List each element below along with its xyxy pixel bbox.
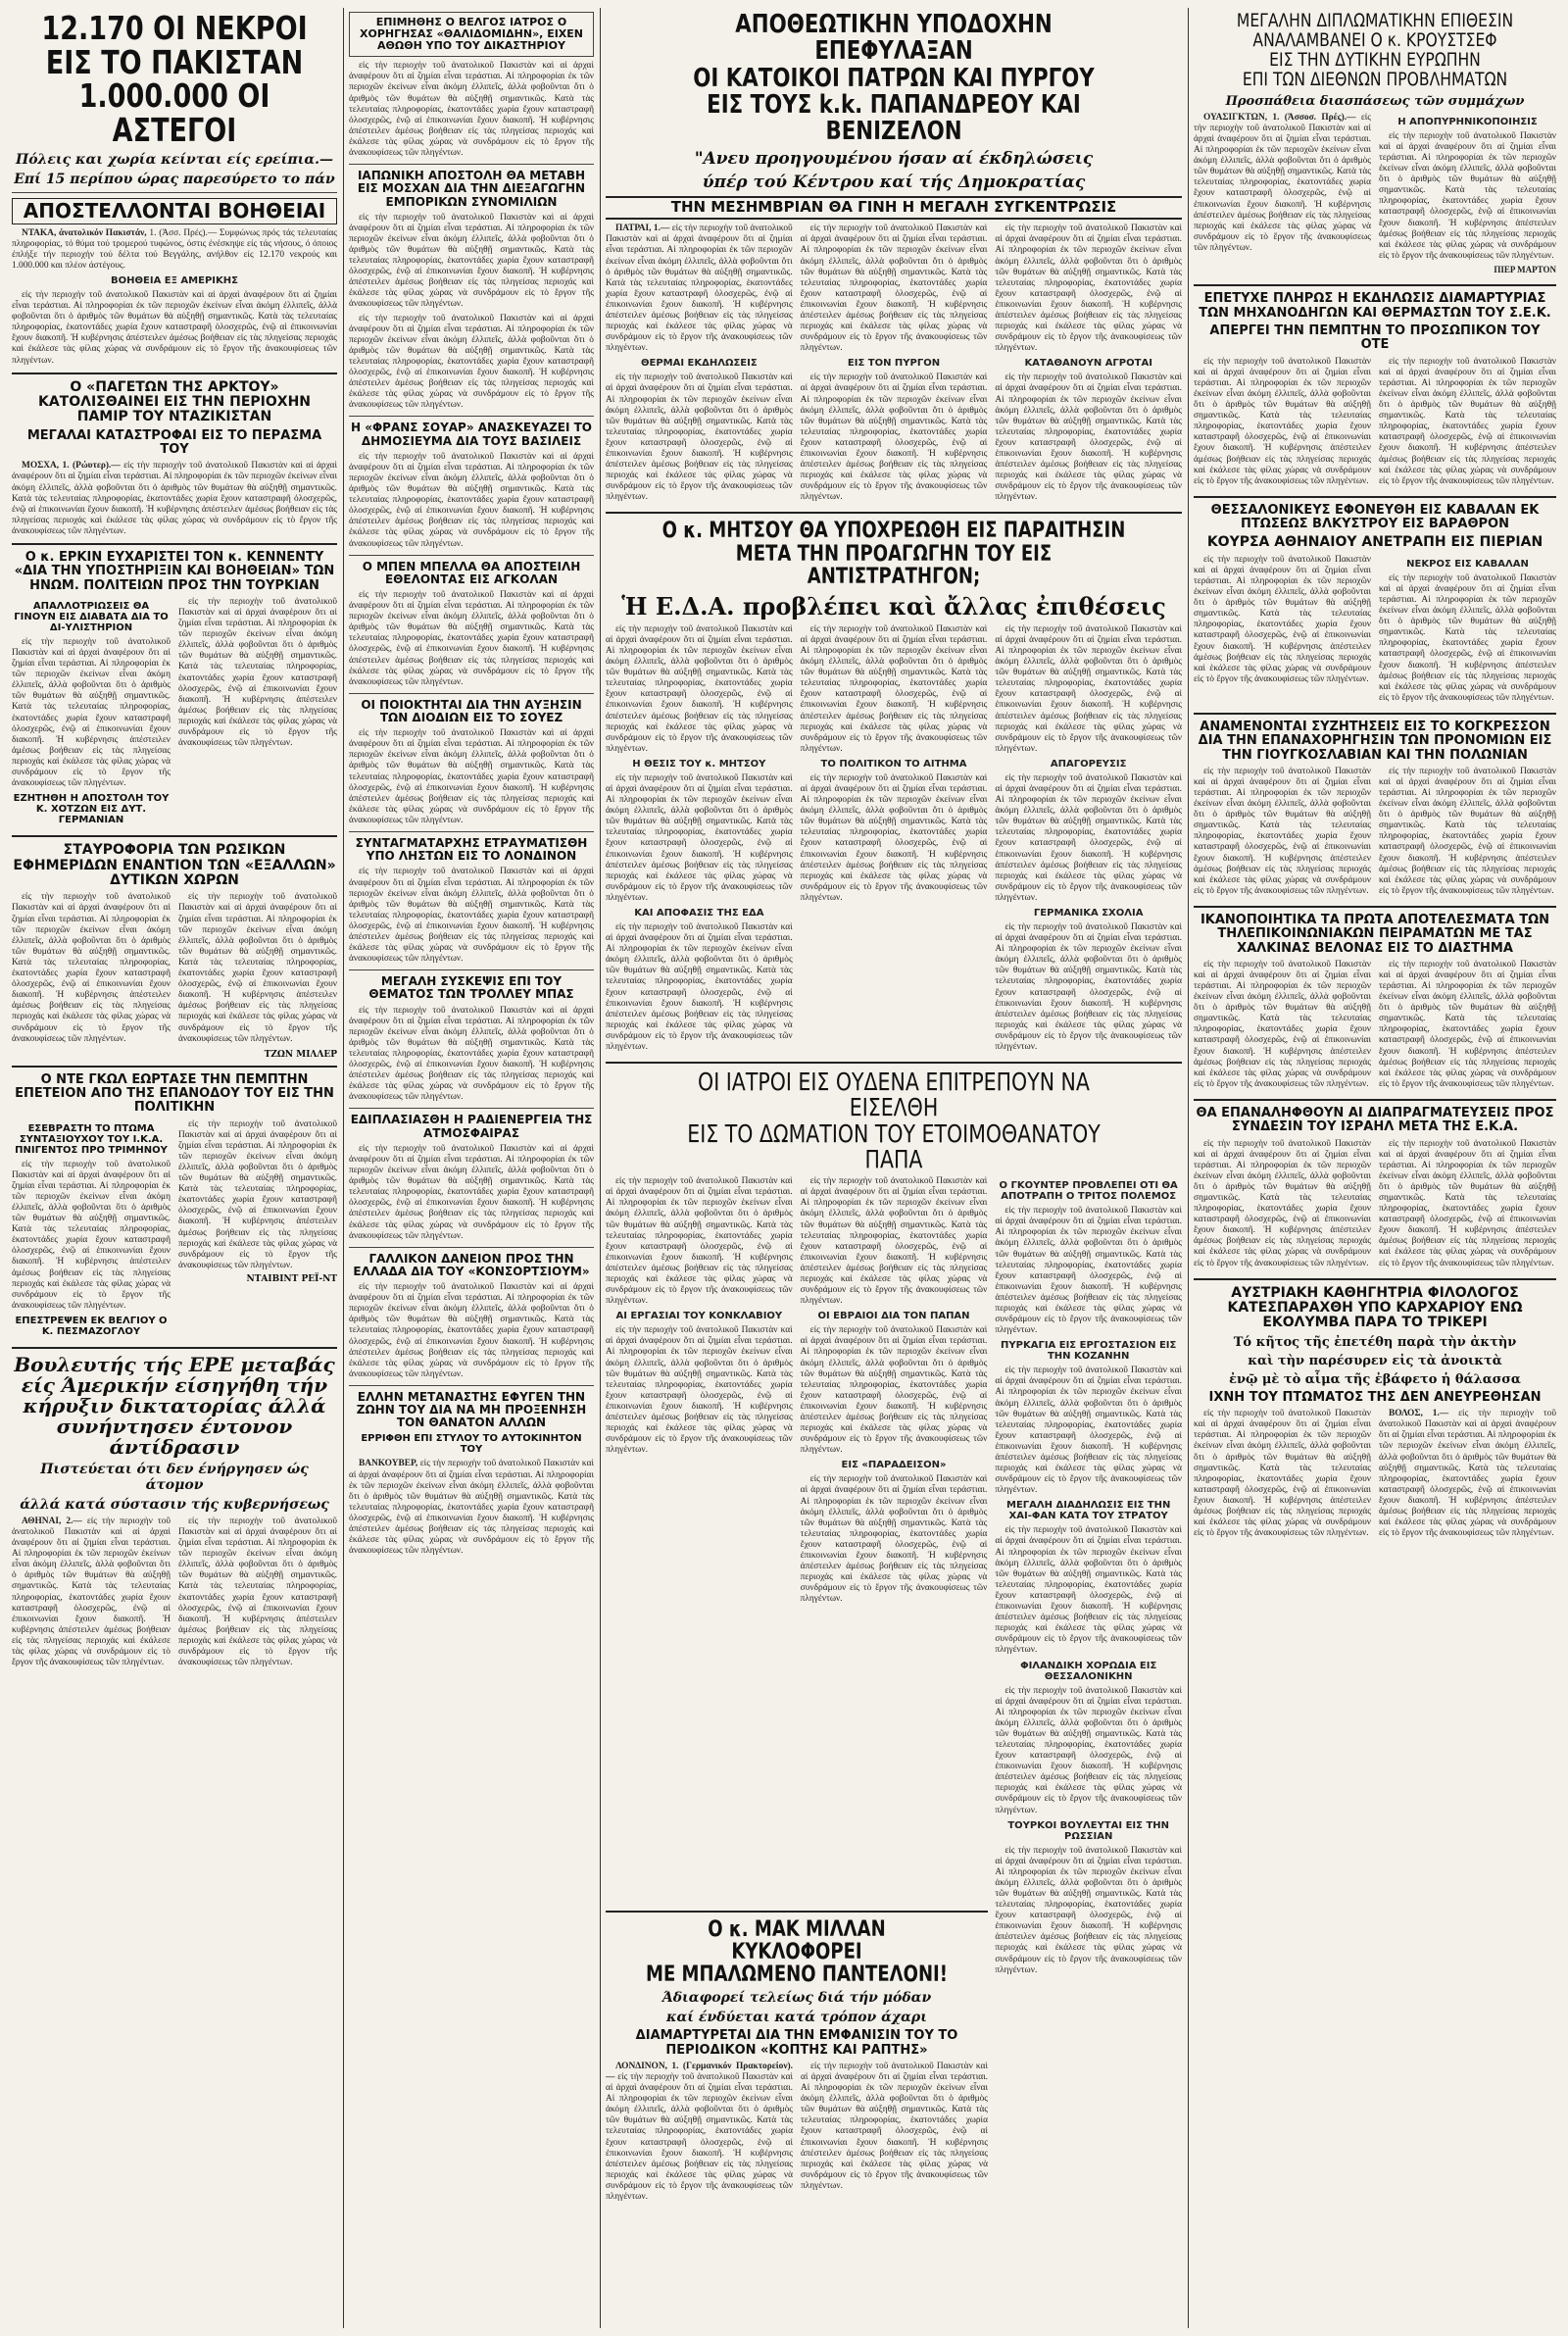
story-headline: ΜΕΓΑΛΗ ΣΥΣΚΕΨΙΣ ΕΠΙ ΤΟΥ ΘΕΜΑΤΟΣ ΤΩΝ ΤΡΟΛΛΕΥ ΜΠΑΣ	[368, 974, 574, 1002]
headline-line-3: 1.000.000 ΟΙ ΑΣΤΕΓΟΙ	[78, 76, 270, 149]
story-text: εἰς τὴν περιοχὴν τοῦ ἀνατολικοῦ Πακιστὰν καὶ αἱ ἀρχαὶ ἀναφέρουν ὅτι αἱ ζημίαι εἶναι τεράστιαι. Αἱ πληροφορίαι ἐκ τῶν περιοχῶν ἐκείνων εἶναι ἀκόμη ἐλλιπεῖς, ἀλλὰ φοβοῦνται ὅτι ὁ ἀριθμὸς τῶν θυμάτων θὰ αὐξηθῇ σημαντικῶς. Κατὰ τὰς τελευταίας πληροφορίας, ἑκατοντάδες χωρία ἔχουν καταστραφῆ ὁλοσχερῶς, ἐνῷ αἱ ἐπικοινωνίαι ἔχουν διακοπῆ. Ἡ κυβέρνησις ἀπέστειλεν ἀμέσως βοήθειαν εἰς τὰς πληγείσας περιοχάς καὶ ἐκάλεσε τὰς φίλας χώρας νὰ συνδράμουν εἰς τὸ ἔργον τῆς ἀνακουφίσεως τῶν πληγέντων.	[12, 1516, 172, 1668]
story-headline: ΙΑΠΩΝΙΚΗ ΑΠΟΣΤΟΛΗ ΘΑ ΜΕΤΑΒΗ ΕΙΣ ΜΟΣΧΑΝ ΔΙΑ ΤΗΝ ΔΙΕΞΑΓΩΓΗΝ ΕΜΠΟΡΙΚΩΝ ΣΥΝΟΜΙΛΙΩΝ	[357, 169, 586, 209]
main-headline	[658, 12, 1130, 145]
story-text: εἰς τὴν περιοχὴν τοῦ ἀνατολικοῦ Πακιστὰν καὶ αἱ ἀρχαὶ ἀναφέρουν ὅτι αἱ ζημίαι εἶναι τεράστιαι. Αἱ πληροφορίαι ἐκ τῶν περιοχῶν ἐκείνων εἶναι ἀκόμη ἐλλιπεῖς, ἀλλὰ φοβοῦνται ὅτι ὁ ἀριθμὸς τῶν θυμάτων θὰ αὐξηθῇ σημαντικῶς. Κατὰ τὰς τελευταίας πληροφορίας, ἑκατοντάδες χωρία ἔχουν καταστραφῆ ὁλοσχερῶς, ἐνῷ αἱ ἐπικοινωνίαι ἔχουν διακοπῆ. Ἡ κυβέρνησις ἀπέστειλεν ἀμέσως βοήθειαν εἰς τὰς πληγείσας περιοχάς καὶ ἐκάλεσε τὰς φίλας χώρας νὰ συνδράμουν εἰς τὸ ἔργον τῆς ἀνακουφίσεως τῶν πληγέντων.	[349, 1282, 594, 1379]
story-text: εἰς τὴν περιοχὴν τοῦ ἀνατολικοῦ Πακιστὰν καὶ αἱ ἀρχαὶ ἀναφέρουν ὅτι αἱ ζημίαι εἶναι τεράστιαι. Αἱ πληροφορίαι ἐκ τῶν περιοχῶν ἐκείνων εἶναι ἀκόμη ἐλλιπεῖς, ἀλλὰ φοβοῦνται ὅτι ὁ ἀριθμὸς τῶν θυμάτων θὰ αὐξηθῇ σημαντικῶς. Κατὰ τὰς τελευταίας πληροφορίας, ἑκατοντάδες χωρία ἔχουν καταστραφῆ ὁλοσχερῶς, ἐνῷ αἱ ἐπικοινωνίαι ἔχουν διακοπῆ. Ἡ κυβέρνησις ἀπέστειλεν ἀμέσως βοήθειαν εἰς τὰς πληγείσας περιοχάς καὶ ἐκάλεσε τὰς φίλας χώρας νὰ συνδράμουν εἰς τὸ ἔργον τῆς ἀνακουφίσεως τῶν πληγέντων.	[995, 922, 1182, 1053]
story-text: εἰς τὴν περιοχὴν τοῦ ἀνατολικοῦ Πακιστὰν καὶ αἱ ἀρχαὶ ἀναφέρουν ὅτι αἱ ζημίαι εἶναι τεράστιαι. Αἱ πληροφορίαι ἐκ τῶν περιοχῶν ἐκείνων εἶναι ἀκόμη ἐλλιπεῖς, ἀλλὰ φοβοῦνται ὅτι ὁ ἀριθμὸς τῶν θυμάτων θὰ αὐξηθῇ σημαντικῶς. Κατὰ τὰς τελευταίας πληροφορίας, ἑκατοντάδες χωρία ἔχουν καταστραφῆ ὁλοσχερῶς, ἐνῷ αἱ ἐπικοινωνίαι ἔχουν διακοπῆ. Ἡ κυβέρνησις ἀπέστειλεν ἀμέσως βοήθειαν εἰς τὰς πληγείσας περιοχάς καὶ ἐκάλεσε τὰς φίλας χώρας νὰ συνδράμουν εἰς τὸ ἔργον τῆς ἀνακουφίσεως τῶν πληγέντων.	[606, 1176, 793, 1307]
subheadline: καὶ τὴν παρέσυρεν εἰς τὰ ἀνοικτὰ	[1248, 1353, 1502, 1368]
kicker: ΔΙΑΜΑΡΤΥΡΕΤΑΙ ΔΙΑ ΤΗΝ ΕΜΦΑΝΙΣΙΝ ΤΟΥ ΤΟ ΠΕΡΙΟΔΙΚΟΝ «ΚΟΠΤΗΣ ΚΑΙ ΡΑΠΤΗΣ»	[635, 2028, 958, 2058]
story-text: εἰς τὴν περιοχὴν τοῦ ἀνατολικοῦ Πακιστὰν καὶ αἱ ἀρχαὶ ἀναφέρουν ὅτι αἱ ζημίαι εἶναι τεράστιαι. Αἱ πληροφορίαι ἐκ τῶν περιοχῶν ἐκείνων εἶναι ἀκόμη ἐλλιπεῖς, ἀλλὰ φοβοῦνται ὅτι ὁ ἀριθμὸς τῶν θυμάτων θὰ αὐξηθῇ σημαντικῶς. Κατὰ τὰς τελευταίας πληροφορίας, ἑκατοντάδες χωρία ἔχουν καταστραφῆ ὁλοσχερῶς, ἐνῷ αἱ ἐπικοινωνίαι ἔχουν διακοπῆ. Ἡ κυβέρνησις ἀπέστειλεν ἀμέσως βοήθειαν εἰς τὰς πληγείσας περιοχάς καὶ ἐκάλεσε τὰς φίλας χώρας νὰ συνδράμουν εἰς τὸ ἔργον τῆς ἀνακουφίσεως τῶν πληγέντων.	[606, 772, 793, 903]
story-text: εἰς τὴν περιοχὴν τοῦ ἀνατολικοῦ Πακιστὰν καὶ αἱ ἀρχαὶ ἀναφέρουν ὅτι αἱ ζημίαι εἶναι τεράστιαι. Αἱ πληροφορίαι ἐκ τῶν περιοχῶν ἐκείνων εἶναι ἀκόμη ἐλλιπεῖς, ἀλλὰ φοβοῦνται ὅτι ὁ ἀριθμὸς τῶν θυμάτων θὰ αὐξηθῇ σημαντικῶς. Κατὰ τὰς τελευταίας πληροφορίας, ἑκατοντάδες χωρία ἔχουν καταστραφῆ ὁλοσχερῶς, ἐνῷ αἱ ἐπικοινωνίαι ἔχουν διακοπῆ. Ἡ κυβέρνησις ἀπέστειλεν ἀμέσως βοήθειαν εἰς τὰς πληγείσας περιοχάς καὶ ἐκάλεσε τὰς φίλας χώρας νὰ συνδράμουν εἰς τὸ ἔργον τῆς ἀνακουφίσεως τῶν πληγέντων.	[178, 892, 337, 1044]
column-3	[606, 8, 1182, 2328]
headline-line-4: ΕΠΙ ΤΩΝ ΔΙΕΘΝΩΝ ΠΡΟΒΛΗΜΑΤΩΝ	[1242, 68, 1508, 90]
kicker: ΙΧΝΗ ΤΟΥ ΠΤΩΜΑΤΟΣ ΤΗΣ ΔΕΝ ΑΝΕΥΡΕΘΗΣΑΝ	[1208, 1389, 1542, 1405]
side-heading: ΠΥΡΚΑΓΙΑ ΕΙΣ ΕΡΓΟΣΤΑΣΙΟΝ ΕΙΣ ΤΗΝ ΚΟΖΑΝΗΝ	[1001, 1340, 1177, 1363]
story-text: εἰς τὴν περιοχὴν τοῦ ἀνατολικοῦ Πακιστὰν καὶ αἱ ἀρχαὶ ἀναφέρουν ὅτι αἱ ζημίαι εἶναι τεράστιαι. Αἱ πληροφορίαι ἐκ τῶν περιοχῶν ἐκείνων εἶναι ἀκόμη ἐλλιπεῖς, ἀλλὰ φοβοῦνται ὅτι ὁ ἀριθμὸς τῶν θυμάτων θὰ αὐξηθῇ σημαντικῶς. Κατὰ τὰς τελευταίας πληροφορίας, ἑκατοντάδες χωρία ἔχουν καταστραφῆ ὁλοσχερῶς, ἐνῷ αἱ ἐπικοινωνίαι ἔχουν διακοπῆ. Ἡ κυβέρνησις ἀπέστειλεν ἀμέσως βοήθειαν εἰς τὰς πληγείσας περιοχάς καὶ ἐκάλεσε τὰς φίλας χώρας νὰ συνδράμουν εἰς τὸ ἔργον τῆς ἀνακουφίσεως τῶν πληγέντων.	[178, 596, 337, 749]
story-headline: Ο κ. ΕΡΚΙΝ ΕΥΧΑΡΙΣΤΕΙ ΤΟΝ κ. ΚΕΝΝΕΝΤΥ «ΔΙΑ ΤΗΝ ΥΠΟΣΤΗΡΙΞΙΝ ΚΑΙ ΒΟΗΘΕΙΑΝ» ΤΩΝ ΗΝΩΜ. ΠΟΛΙΤΕΙΩΝ ΠΡΟΣ ΤΗΝ ΤΟΥΡΚΙΑΝ	[14, 550, 335, 593]
story-headline: ΕΛΛΗΝ ΜΕΤΑΝΑΣΤΗΣ ΕΦΥΓΕΝ ΤΗΝ ΖΩΗΝ ΤΟΥ ΔΙΑ ΝΑ ΜΗ ΠΡΟΞΕΝΗΣΗ ΤΟΝ ΘΑΝΑΤΟΝ ΑΛΛΩΝ	[356, 1389, 587, 1430]
subheadline: Άδιαφορεί τελείως διά τήν μόδαν	[662, 1990, 932, 2007]
headline-line-1: ΑΠΟΘΕΩΤΙΚΗΝ ΥΠΟΔΟΧΗΝ ΕΠΕΦΥΛΑΞΑΝ	[735, 10, 1053, 67]
story-text: εἰς τὴν περιοχὴν τοῦ ἀνατολικοῦ Πακιστὰν καὶ αἱ ἀρχαὶ ἀναφέρουν ὅτι αἱ ζημίαι εἶναι τεράστιαι. Αἱ πληροφορίαι ἐκ τῶν περιοχῶν ἐκείνων εἶναι ἀκόμη ἐλλιπεῖς, ἀλλὰ φοβοῦνται ὅτι ὁ ἀριθμὸς τῶν θυμάτων θὰ αὐξηθῇ σημαντικῶς. Κατὰ τὰς τελευταίας πληροφορίας, ἑκατοντάδες χωρία ἔχουν καταστραφῆ ὁλοσχερῶς, ἐνῷ αἱ ἐπικοινωνίαι ἔχουν διακοπῆ. Ἡ κυβέρνησις ἀπέστειλεν ἀμέσως βοήθειαν εἰς τὰς πληγείσας περιοχάς καὶ ἐκάλεσε τὰς φίλας χώρας νὰ συνδράμουν εἰς τὸ ἔργον τῆς ἀνακουφίσεως τῶν πληγέντων.	[178, 1118, 337, 1270]
story-text: εἰς τὴν περιοχὴν τοῦ ἀνατολικοῦ Πακιστὰν καὶ αἱ ἀρχαὶ ἀναφέρουν ὅτι αἱ ζημίαι εἶναι τεράστιαι. Αἱ πληροφορίαι ἐκ τῶν περιοχῶν ἐκείνων εἶναι ἀκόμη ἐλλιπεῖς, ἀλλὰ φοβοῦνται ὅτι ὁ ἀριθμὸς τῶν θυμάτων θὰ αὐξηθῇ σημαντικῶς. Κατὰ τὰς τελευταίας πληροφορίας, ἑκατοντάδες χωρία ἔχουν καταστραφῆ ὁλοσχερῶς, ἐνῷ αἱ ἐπικοινωνίαι ἔχουν διακοπῆ. Ἡ κυβέρνησις ἀπέστειλεν ἀμέσως βοήθειαν εἰς τὰς πληγείσας περιοχάς καὶ ἐκάλεσε τὰς φίλας χώρας νὰ συνδράμουν εἰς τὸ ἔργον τῆς ἀνακουφίσεως τῶν πληγέντων.	[1379, 130, 1556, 261]
story-text: εἰς τὴν περιοχὴν τοῦ ἀνατολικοῦ Πακιστὰν καὶ αἱ ἀρχαὶ ἀναφέρουν ὅτι αἱ ζημίαι εἶναι τεράστιαι. Αἱ πληροφορίαι ἐκ τῶν περιοχῶν ἐκείνων εἶναι ἀκόμη ἐλλιπεῖς, ἀλλὰ φοβοῦνται ὅτι ὁ ἀριθμὸς τῶν θυμάτων θὰ αὐξηθῇ σημαντικῶς. Κατὰ τὰς τελευταίας πληροφορίας, ἑκατοντάδες χωρία ἔχουν καταστραφῆ ὁλοσχερῶς, ἐνῷ αἱ ἐπικοινωνίαι ἔχουν διακοπῆ. Ἡ κυβέρνησις ἀπέστειλεν ἀμέσως βοήθειαν εἰς τὰς πληγείσας περιοχάς καὶ ἐκάλεσε τὰς φίλας χώρας νὰ συνδράμουν εἰς τὸ ἔργον τῆς ἀνακουφίσεως τῶν πληγέντων.	[606, 623, 793, 754]
story-body	[12, 461, 337, 537]
story-text: εἰς τὴν περιοχὴν τοῦ ἀνατολικοῦ Πακιστὰν καὶ αἱ ἀρχαὶ ἀναφέρουν ὅτι αἱ ζημίαι εἶναι τεράστιαι. Αἱ πληροφορίαι ἐκ τῶν περιοχῶν ἐκείνων εἶναι ἀκόμη ἐλλιπεῖς, ἀλλὰ φοβοῦνται ὅτι ὁ ἀριθμὸς τῶν θυμάτων θὰ αὐξηθῇ σημαντικῶς. Κατὰ τὰς τελευταίας πληροφορίας, ἑκατοντάδες χωρία ἔχουν καταστραφῆ ὁλοσχερῶς, ἐνῷ αἱ ἐπικοινωνίαι ἔχουν διακοπῆ. Ἡ κυβέρνησις ἀπέστειλεν ἀμέσως βοήθειαν εἰς τὰς πληγείσας περιοχάς καὶ ἐκάλεσε τὰς φίλας χώρας νὰ συνδράμουν εἰς τὸ ἔργον τῆς ἀνακουφίσεως τῶν πληγέντων.	[349, 451, 594, 549]
lead-headline	[658, 520, 1130, 587]
dateline: ΟΥΑΣΙΓΚΤΩΝ, 1. (Άσσοσ. Πρές).—	[1203, 112, 1356, 123]
story-text: εἰς τὴν περιοχὴν τοῦ ἀνατολικοῦ Πακιστὰν καὶ αἱ ἀρχαὶ ἀναφέρουν ὅτι αἱ ζημίαι εἶναι τεράστιαι. Αἱ πληροφορίαι ἐκ τῶν περιοχῶν ἐκείνων εἶναι ἀκόμη ἐλλιπεῖς, ἀλλὰ φοβοῦνται ὅτι ὁ ἀριθμὸς τῶν θυμάτων θὰ αὐξηθῇ σημαντικῶς. Κατὰ τὰς τελευταίας πληροφορίας, ἑκατοντάδες χωρία ἔχουν καταστραφῆ ὁλοσχερῶς, ἐνῷ αἱ ἐπικοινωνίαι ἔχουν διακοπῆ. Ἡ κυβέρνησις ἀπέστειλεν ἀμέσως βοήθειαν εἰς τὰς πληγείσας περιοχάς καὶ ἐκάλεσε τὰς φίλας χώρας νὰ συνδράμουν εἰς τὸ ἔργον τῆς ἀνακουφίσεως τῶν πληγέντων.	[995, 1366, 1182, 1496]
headline-line-1: 12.170 ΟΙ ΝΕΚΡΟΙ	[41, 9, 308, 47]
headline-line-2: ΑΝΑΛΑΜΒΑΝΕΙ Ο κ. ΚΡΟΥΣΤΣΕΦ	[1252, 28, 1497, 51]
byline: ΤΖΩΝ ΜΙΛΛΕΡ	[264, 1049, 337, 1060]
story-text: εἰς τὴν περιοχὴν τοῦ ἀνατολικοῦ Πακιστὰν καὶ αἱ ἀρχαὶ ἀναφέρουν ὅτι αἱ ζημίαι εἶναι τεράστιαι. Αἱ πληροφορίαι ἐκ τῶν περιοχῶν ἐκείνων εἶναι ἀκόμη ἐλλιπεῖς, ἀλλὰ φοβοῦνται ὅτι ὁ ἀριθμὸς τῶν θυμάτων θὰ αὐξηθῇ σημαντικῶς. Κατὰ τὰς τελευταίας πληροφορίας, ἑκατοντάδες χωρία ἔχουν καταστραφῆ ὁλοσχερῶς, ἐνῷ αἱ ἐπικοινωνίαι ἔχουν διακοπῆ. Ἡ κυβέρνησις ἀπέστειλεν ἀμέσως βοήθειαν εἰς τὰς πληγείσας περιοχάς καὶ ἐκάλεσε τὰς φίλας χώρας νὰ συνδράμουν εἰς τὸ ἔργον τῆς ἀνακουφίσεως τῶν πληγέντων.	[801, 2061, 988, 2191]
subheadline-1: Πόλεις και χωρία κείνται είς ερείπια.—	[15, 151, 334, 168]
story-text: εἰς τὴν περιοχὴν τοῦ ἀνατολικοῦ Πακιστὰν καὶ αἱ ἀρχαὶ ἀναφέρουν ὅτι αἱ ζημίαι εἶναι τεράστιαι. Αἱ πληροφορίαι ἐκ τῶν περιοχῶν ἐκείνων εἶναι ἀκόμη ἐλλιπεῖς, ἀλλὰ φοβοῦνται ὅτι ὁ ἀριθμὸς τῶν θυμάτων θὰ αὐξηθῇ σημαντικῶς. Κατὰ τὰς τελευταίας πληροφορίας, ἑκατοντάδες χωρία ἔχουν καταστραφῆ ὁλοσχερῶς, ἐνῷ αἱ ἐπικοινωνίαι ἔχουν διακοπῆ. Ἡ κυβέρνησις ἀπέστειλεν ἀμέσως βοήθειαν εἰς τὰς πληγείσας περιοχάς καὶ ἐκάλεσε τὰς φίλας χώρας νὰ συνδράμουν εἰς τὸ ἔργον τῆς ἀνακουφίσεως τῶν πληγέντων.	[995, 1525, 1182, 1656]
dateline: ΑΘΗΝΑΙ, 2.—	[22, 1516, 82, 1526]
section-heading: ΝΕΚΡΟΣ ΕΙΣ ΚΑΒΑΛΑΝ	[1406, 558, 1529, 570]
story-text: εἰς τὴν περιοχὴν τοῦ ἀνατολικοῦ Πακιστὰν καὶ αἱ ἀρχαὶ ἀναφέρουν ὅτι αἱ ζημίαι εἶναι τεράστιαι. Αἱ πληροφορίαι ἐκ τῶν περιοχῶν ἐκείνων εἶναι ἀκόμη ἐλλιπεῖς, ἀλλὰ φοβοῦνται ὅτι ὁ ἀριθμὸς τῶν θυμάτων θὰ αὐξηθῇ σημαντικῶς. Κατὰ τὰς τελευταίας πληροφορίας, ἑκατοντάδες χωρία ἔχουν καταστραφῆ ὁλοσχερῶς, ἐνῷ αἱ ἐπικοινωνίαι ἔχουν διακοπῆ. Ἡ κυβέρνησις ἀπέστειλεν ἀμέσως βοήθειαν εἰς τὰς πληγείσας περιοχάς καὶ ἐκάλεσε τὰς φίλας χώρας νὰ συνδράμουν εἰς τὸ ἔργον τῆς ἀνακουφίσεως τῶν πληγέντων.	[1194, 959, 1371, 1089]
dateline: ΒΟΛΟΣ, 1.—	[1389, 1409, 1449, 1419]
story-text: εἰς τὴν περιοχὴν τοῦ ἀνατολικοῦ Πακιστὰν καὶ αἱ ἀρχαὶ ἀναφέρουν ὅτι αἱ ζημίαι εἶναι τεράστιαι. Αἱ πληροφορίαι ἐκ τῶν περιοχῶν ἐκείνων εἶναι ἀκόμη ἐλλιπεῖς, ἀλλὰ φοβοῦνται ὅτι ὁ ἀριθμὸς τῶν θυμάτων θὰ αὐξηθῇ σημαντικῶς. Κατὰ τὰς τελευταίας πληροφορίας, ἑκατοντάδες χωρία ἔχουν καταστραφῆ ὁλοσχερῶς, ἐνῷ αἱ ἐπικοινωνίαι ἔχουν διακοπῆ. Ἡ κυβέρνησις ἀπέστειλεν ἀμέσως βοήθειαν εἰς τὰς πληγείσας περιοχάς καὶ ἐκάλεσε τὰς φίλας χώρας νὰ συνδράμουν εἰς τὸ ἔργον τῆς ἀνακουφίσεως τῶν πληγέντων.	[800, 224, 988, 354]
story-text: εἰς τὴν περιοχὴν τοῦ ἀνατολικοῦ Πακιστὰν καὶ αἱ ἀρχαὶ ἀναφέρουν ὅτι αἱ ζημίαι εἶναι τεράστιαι. Αἱ πληροφορίαι ἐκ τῶν περιοχῶν ἐκείνων εἶναι ἀκόμη ἐλλιπεῖς, ἀλλὰ φοβοῦνται ὅτι ὁ ἀριθμὸς τῶν θυμάτων θὰ αὐξηθῇ σημαντικῶς. Κατὰ τὰς τελευταίας πληροφορίας, ἑκατοντάδες χωρία ἔχουν καταστραφῆ ὁλοσχερῶς, ἐνῷ αἱ ἐπικοινωνίαι ἔχουν διακοπῆ. Ἡ κυβέρνησις ἀπέστειλεν ἀμέσως βοήθειαν εἰς τὰς πληγείσας περιοχάς καὶ ἐκάλεσε τὰς φίλας χώρας νὰ συνδράμουν εἰς τὸ ἔργον τῆς ἀνακουφίσεως τῶν πληγέντων.	[349, 212, 594, 310]
story-headline: ΣΥΝΤΑΓΜΑΤΑΡΧΗΣ ΕΤΡΑΥΜΑΤΙΣΘΗ ΥΠΟ ΛΗΣΤΩΝ ΕΙΣ ΤΟ ΛΟΝΔΙΝΟΝ	[355, 836, 588, 864]
side-heading: ΕΣΕΒΡΑΣΤΗ ΤΟ ΠΤΩΜΑ ΣΥΝΤΑΞΙΟΥΧΟΥ ΤΟΥ Ι.Κ.Α. ΠΝΙΓΕΝΤΟΣ ΠΡΟ ΤΡΙΜΗΝΟΥ	[15, 1122, 168, 1156]
side-heading: ΦΙΛΑΝΔΙΚΗ ΧΟΡΩΔΙΑ ΕΙΣ ΘΕΣΣΑΛΟΝΙΚΗΝ	[1020, 1660, 1157, 1682]
subheadline: άλλά κατά σύστασιν τής κυβερνήσεως	[20, 1496, 329, 1513]
story-text: εἰς τὴν περιοχὴν τοῦ ἀνατολικοῦ Πακιστὰν καὶ αἱ ἀρχαὶ ἀναφέρουν ὅτι αἱ ζημίαι εἶναι τεράστιαι. Αἱ πληροφορίαι ἐκ τῶν περιοχῶν ἐκείνων εἶναι ἀκόμη ἐλλιπεῖς, ἀλλὰ φοβοῦνται ὅτι ὁ ἀριθμὸς τῶν θυμάτων θὰ αὐξηθῇ σημαντικῶς. Κατὰ τὰς τελευταίας πληροφορίας, ἑκατοντάδες χωρία ἔχουν καταστραφῆ ὁλοσχερῶς, ἐνῷ αἱ ἐπικοινωνίαι ἔχουν διακοπῆ. Ἡ κυβέρνησις ἀπέστειλεν ἀμέσως βοήθειαν εἰς τὰς πληγείσας περιοχάς καὶ ἐκάλεσε τὰς φίλας χώρας νὰ συνδράμουν εἰς τὸ ἔργον τῆς ἀνακουφίσεως τῶν πληγέντων.	[1379, 959, 1556, 1089]
story-text: εἰς τὴν περιοχὴν τοῦ ἀνατολικοῦ Πακιστὰν καὶ αἱ ἀρχαὶ ἀναφέρουν ὅτι αἱ ζημίαι εἶναι τεράστιαι. Αἱ πληροφορίαι ἐκ τῶν περιοχῶν ἐκείνων εἶναι ἀκόμη ἐλλιπεῖς, ἀλλὰ φοβοῦνται ὅτι ὁ ἀριθμὸς τῶν θυμάτων θὰ αὐξηθῇ σημαντικῶς. Κατὰ τὰς τελευταίας πληροφορίας, ἑκατοντάδες χωρία ἔχουν καταστραφῆ ὁλοσχερῶς, ἐνῷ αἱ ἐπικοινωνίαι ἔχουν διακοπῆ. Ἡ κυβέρνησις ἀπέστειλεν ἀμέσως βοήθειαν εἰς τὰς πληγείσας περιοχάς καὶ ἐκάλεσε τὰς φίλας χώρας νὰ συνδράμουν εἰς τὸ ἔργον τῆς ἀνακουφίσεως τῶν πληγέντων.	[1194, 112, 1372, 253]
story-text: εἰς τὴν περιοχὴν τοῦ ἀνατολικοῦ Πακιστὰν καὶ αἱ ἀρχαὶ ἀναφέρουν ὅτι αἱ ζημίαι εἶναι τεράστιαι. Αἱ πληροφορίαι ἐκ τῶν περιοχῶν ἐκείνων εἶναι ἀκόμη ἐλλιπεῖς, ἀλλὰ φοβοῦνται ὅτι ὁ ἀριθμὸς τῶν θυμάτων θὰ αὐξηθῇ σημαντικῶς. Κατὰ τὰς τελευταίας πληροφορίας, ἑκατοντάδες χωρία ἔχουν καταστραφῆ ὁλοσχερῶς, ἐνῷ αἱ ἐπικοινωνίαι ἔχουν διακοπῆ. Ἡ κυβέρνησις ἀπέστειλεν ἀμέσως βοήθειαν εἰς τὰς πληγείσας περιοχάς καὶ ἐκάλεσε τὰς φίλας χώρας νὰ συνδράμουν εἰς τὸ ἔργον τῆς ἀνακουφίσεως τῶν πληγέντων.	[800, 1474, 988, 1605]
side-heading: ΕΖΗΤΗΘΗ Η ΑΠΟΣΤΟΛΗ ΤΟΥ Κ. ΧΟΤΖΩΝ ΕΙΣ ΔΥΤ. ΓΕΡΜΑΝΙΑΝ	[13, 793, 170, 826]
story-text: εἰς τὴν περιοχὴν τοῦ ἀνατολικοῦ Πακιστὰν καὶ αἱ ἀρχαὶ ἀναφέρουν ὅτι αἱ ζημίαι εἶναι τεράστιαι. Αἱ πληροφορίαι ἐκ τῶν περιοχῶν ἐκείνων εἶναι ἀκόμη ἐλλιπεῖς, ἀλλὰ φοβοῦνται ὅτι ὁ ἀριθμὸς τῶν θυμάτων θὰ αὐξηθῇ σημαντικῶς. Κατὰ τὰς τελευταίας πληροφορίας, ἑκατοντάδες χωρία ἔχουν καταστραφῆ ὁλοσχερῶς, ἐνῷ αἱ ἐπικοινωνίαι ἔχουν διακοπῆ. Ἡ κυβέρνησις ἀπέστειλεν ἀμέσως βοήθειαν εἰς τὰς πληγείσας περιοχάς καὶ ἐκάλεσε τὰς φίλας χώρας νὰ συνδράμουν εἰς τὸ ἔργον τῆς ἀνακουφίσεως τῶν πληγέντων.	[12, 636, 171, 789]
subheadline: Προσπάθεια διασπάσεως τῶν συμμάχων	[1225, 93, 1525, 109]
story-text: εἰς τὴν περιοχὴν τοῦ ἀνατολικοῦ Πακιστὰν καὶ αἱ ἀρχαὶ ἀναφέρουν ὅτι αἱ ζημίαι εἶναι τεράστιαι. Αἱ πληροφορίαι ἐκ τῶν περιοχῶν ἐκείνων εἶναι ἀκόμη ἐλλιπεῖς, ἀλλὰ φοβοῦνται ὅτι ὁ ἀριθμὸς τῶν θυμάτων θὰ αὐξηθῇ σημαντικῶς. Κατὰ τὰς τελευταίας πληροφορίας, ἑκατοντάδες χωρία ἔχουν καταστραφῆ ὁλοσχερῶς, ἐνῷ αἱ ἐπικοινωνίαι ἔχουν διακοπῆ. Ἡ κυβέρνησις ἀπέστειλεν ἀμέσως βοήθειαν εἰς τὰς πληγείσας περιοχάς καὶ ἐκάλεσε τὰς φίλας χώρας νὰ συνδράμουν εἰς τὸ ἔργον τῆς ἀνακουφίσεως τῶν πληγέντων.	[995, 623, 1182, 754]
section-heading: ΚΑΤΑΘΑΝΟΥΝ ΑΓΡΟΤΑΙ	[1024, 358, 1152, 370]
dateline: ΠΑΤΡΑΙ, 1.—	[615, 224, 670, 234]
section-heading: ΚΑΙ ΑΠΟΦΑΣΙΣ ΤΗΣ ΕΔΑ	[634, 908, 764, 919]
story-text: εἰς τὴν περιοχὴν τοῦ ἀνατολικοῦ Πακιστὰν καὶ αἱ ἀρχαὶ ἀναφέρουν ὅτι αἱ ζημίαι εἶναι τεράστιαι. Αἱ πληροφορίαι ἐκ τῶν περιοχῶν ἐκείνων εἶναι ἀκόμη ἐλλιπεῖς, ἀλλὰ φοβοῦνται ὅτι ὁ ἀριθμὸς τῶν θυμάτων θὰ αὐξηθῇ σημαντικῶς. Κατὰ τὰς τελευταίας πληροφορίας, ἑκατοντάδες χωρία ἔχουν καταστραφῆ ὁλοσχερῶς, ἐνῷ αἱ ἐπικοινωνίαι ἔχουν διακοπῆ. Ἡ κυβέρνησις ἀπέστειλεν ἀμέσως βοήθειαν εἰς τὰς πληγείσας περιοχάς καὶ ἐκάλεσε τὰς φίλας χώρας νὰ συνδράμουν εἰς τὸ ἔργον τῆς ἀνακουφίσεως τῶν πληγέντων.	[349, 61, 594, 159]
subheadline: "Ανευ προηγουμένου ήσαν αί έκδηλώσεις	[694, 149, 1094, 170]
subheadline: καί ένδύεται κατά τρόπον άχαρι	[666, 2010, 927, 2026]
dateline: ΛΟΝΔΙΝΟΝ, 1. (Γερμανικόν Πρακτορείον).—	[606, 2061, 793, 2082]
story-text: εἰς τὴν περιοχὴν τοῦ ἀνατολικοῦ Πακιστὰν καὶ αἱ ἀρχαὶ ἀναφέρουν ὅτι αἱ ζημίαι εἶναι τεράστιαι. Αἱ πληροφορίαι ἐκ τῶν περιοχῶν ἐκείνων εἶναι ἀκόμη ἐλλιπεῖς, ἀλλὰ φοβοῦνται ὅτι ὁ ἀριθμὸς τῶν θυμάτων θὰ αὐξηθῇ σημαντικῶς. Κατὰ τὰς τελευταίας πληροφορίας, ἑκατοντάδες χωρία ἔχουν καταστραφῆ ὁλοσχερῶς, ἐνῷ αἱ ἐπικοινωνίαι ἔχουν διακοπῆ. Ἡ κυβέρνησις ἀπέστειλεν ἀμέσως βοήθειαν εἰς τὰς πληγείσας περιοχάς καὶ ἐκάλεσε τὰς φίλας χώρας νὰ συνδράμουν εἰς τὸ ἔργον τῆς ἀνακουφίσεως τῶν πληγέντων.	[1194, 356, 1371, 486]
subheadline: ἐνῷ μὲ τὸ αἷμα τῆς ἐβάφετο ἡ θάλασσα	[1229, 1371, 1521, 1387]
side-heading: ΤΟΥΡΚΟΙ ΒΟΥΛΕΥΤΑΙ ΕΙΣ ΤΗΝ ΡΩΣΣΙΑΝ	[1007, 1819, 1170, 1842]
story-text: εἰς τὴν περιοχὴν τοῦ ἀνατολικοῦ Πακιστὰν καὶ αἱ ἀρχαὶ ἀναφέρουν ὅτι αἱ ζημίαι εἶναι τεράστιαι. Αἱ πληροφορίαι ἐκ τῶν περιοχῶν ἐκείνων εἶναι ἀκόμη ἐλλιπεῖς, ἀλλὰ φοβοῦνται ὅτι ὁ ἀριθμὸς τῶν θυμάτων θὰ αὐξηθῇ σημαντικῶς. Κατὰ τὰς τελευταίας πληροφορίας, ἑκατοντάδες χωρία ἔχουν καταστραφῆ ὁλοσχερῶς, ἐνῷ αἱ ἐπικοινωνίαι ἔχουν διακοπῆ. Ἡ κυβέρνησις ἀπέστειλεν ἀμέσως βοήθειαν εἰς τὰς πληγείσας περιοχάς καὶ ἐκάλεσε τὰς φίλας χώρας νὰ συνδράμουν εἰς τὸ ἔργον τῆς ἀνακουφίσεως τῶν πληγέντων.	[178, 1516, 337, 1668]
story-text: εἰς τὴν περιοχὴν τοῦ ἀνατολικοῦ Πακιστὰν καὶ αἱ ἀρχαὶ ἀναφέρουν ὅτι αἱ ζημίαι εἶναι τεράστιαι. Αἱ πληροφορίαι ἐκ τῶν περιοχῶν ἐκείνων εἶναι ἀκόμη ἐλλιπεῖς, ἀλλὰ φοβοῦνται ὅτι ὁ ἀριθμὸς τῶν θυμάτων θὰ αὐξηθῇ σημαντικῶς. Κατὰ τὰς τελευταίας πληροφορίας, ἑκατοντάδες χωρία ἔχουν καταστραφῆ ὁλοσχερῶς, ἐνῷ αἱ ἐπικοινωνίαι ἔχουν διακοπῆ. Ἡ κυβέρνησις ἀπέστειλεν ἀμέσως βοήθειαν εἰς τὰς πληγείσας περιοχάς καὶ ἐκάλεσε τὰς φίλας χώρας νὰ συνδράμουν εἰς τὸ ἔργον τῆς ἀνακουφίσεως τῶν πληγέντων.	[606, 922, 793, 1053]
story-subheadline: ΕΡΡΙΦΘΗ ΕΠΙ ΣΤΥΛΟΥ ΤΟ ΑΥΤΟΚΙΝΗΤΟΝ ΤΟΥ	[361, 1433, 582, 1456]
story-text: εἰς τὴν περιοχὴν τοῦ ἀνατολικοῦ Πακιστὰν καὶ αἱ ἀρχαὶ ἀναφέρουν ὅτι αἱ ζημίαι εἶναι τεράστιαι. Αἱ πληροφορίαι ἐκ τῶν περιοχῶν ἐκείνων εἶναι ἀκόμη ἐλλιπεῖς, ἀλλὰ φοβοῦνται ὅτι ὁ ἀριθμὸς τῶν θυμάτων θὰ αὐξηθῇ σημαντικῶς. Κατὰ τὰς τελευταίας πληροφορίας, ἑκατοντάδες χωρία ἔχουν καταστραφῆ ὁλοσχερῶς, ἐνῷ αἱ ἐπικοινωνίαι ἔχουν διακοπῆ. Ἡ κυβέρνησις ἀπέστειλεν ἀμέσως βοήθειαν εἰς τὰς πληγείσας περιοχάς καὶ ἐκάλεσε τὰς φίλας χώρας νὰ συνδράμουν εἰς τὸ ἔργον τῆς ἀνακουφίσεως τῶν πληγέντων.	[1194, 766, 1371, 896]
section-heading: ΒΟΗΘΕΙΑ ΕΞ ΑΜΕΡΙΚΗΣ	[111, 274, 238, 286]
dateline: ΒΑΝΚΟΥΒΕΡ,	[359, 1459, 418, 1469]
headline-line-3: ΕΙΣ ΤΗΝ ΔΥΤΙΚΗΝ ΕΥΡΩΠΗΝ	[1269, 48, 1481, 71]
byline: ΝΤΑΙΒΙΝΤ ΡΕΪ-ΝΤ	[246, 1273, 337, 1284]
story-text: εἰς τὴν περιοχὴν τοῦ ἀνατολικοῦ Πακιστὰν καὶ αἱ ἀρχαὶ ἀναφέρουν ὅτι αἱ ζημίαι εἶναι τεράστιαι. Αἱ πληροφορίαι ἐκ τῶν περιοχῶν ἐκείνων εἶναι ἀκόμη ἐλλιπεῖς, ἀλλὰ φοβοῦνται ὅτι ὁ ἀριθμὸς τῶν θυμάτων θὰ αὐξηθῇ σημαντικῶς. Κατὰ τὰς τελευταίας πληροφορίας, ἑκατοντάδες χωρία ἔχουν καταστραφῆ ὁλοσχερῶς, ἐνῷ αἱ ἐπικοινωνίαι ἔχουν διακοπῆ. Ἡ κυβέρνησις ἀπέστειλεν ἀμέσως βοήθειαν εἰς τὰς πληγείσας περιοχάς καὶ ἐκάλεσε τὰς φίλας χώρας νὰ συνδράμουν εἰς τὸ ἔργον τῆς ἀνακουφίσεως τῶν πληγέντων.	[1379, 1138, 1556, 1268]
story-headline: Ο ΝΤΕ ΓΚΩΛ ΕΩΡΤΑΣΕ ΤΗΝ ΠΕΜΠΤΗΝ ΕΠΕΤΕΙΟΝ ΑΠΟ ΤΗΣ ΕΠΑΝΟΔΟΥ ΤΟΥ ΕΙΣ ΤΗΝ ΠΟΛΙΤΙΚΗΝ	[15, 1071, 334, 1116]
dateline: ΜΟΣΧΑ, 1. (Ρώυτερ).—	[22, 461, 121, 472]
story-text: εἰς τὴν περιοχὴν τοῦ ἀνατολικοῦ Πακιστὰν καὶ αἱ ἀρχαὶ ἀναφέρουν ὅτι αἱ ζημίαι εἶναι τεράστιαι. Αἱ πληροφορίαι ἐκ τῶν περιοχῶν ἐκείνων εἶναι ἀκόμη ἐλλιπεῖς, ἀλλὰ φοβοῦνται ὅτι ὁ ἀριθμὸς τῶν θυμάτων θὰ αὐξηθῇ σημαντικῶς. Κατὰ τὰς τελευταίας πληροφορίας, ἑκατοντάδες χωρία ἔχουν καταστραφῆ ὁλοσχερῶς, ἐνῷ αἱ ἐπικοινωνίαι ἔχουν διακοπῆ. Ἡ κυβέρνησις ἀπέστειλεν ἀμέσως βοήθειαν εἰς τὰς πληγείσας περιοχάς καὶ ἐκάλεσε τὰς φίλας χώρας νὰ συνδράμουν εἰς τὸ ἔργον τῆς ἀνακουφίσεως τῶν πληγέντων.	[800, 623, 988, 754]
story-text: εἰς τὴν περιοχὴν τοῦ ἀνατολικοῦ Πακιστὰν καὶ αἱ ἀρχαὶ ἀναφέρουν ὅτι αἱ ζημίαι εἶναι τεράστιαι. Αἱ πληροφορίαι ἐκ τῶν περιοχῶν ἐκείνων εἶναι ἀκόμη ἐλλιπεῖς, ἀλλὰ φοβοῦνται ὅτι ὁ ἀριθμὸς τῶν θυμάτων θὰ αὐξηθῇ σημαντικῶς. Κατὰ τὰς τελευταίας πληροφορίας, ἑκατοντάδες χωρία ἔχουν καταστραφῆ ὁλοσχερῶς, ἐνῷ αἱ ἐπικοινωνίαι ἔχουν διακοπῆ. Ἡ κυβέρνησις ἀπέστειλεν ἀμέσως βοήθειαν εἰς τὰς πληγείσας περιοχάς καὶ ἐκάλεσε τὰς φίλας χώρας νὰ συνδράμουν εἰς τὸ ἔργον τῆς ἀνακουφίσεως τῶν πληγέντων.	[995, 1685, 1182, 1815]
story-headline: Ο «ΠΑΓΕΤΩΝ ΤΗΣ ΑΡΚΤΟΥ» ΚΑΤΟΛΙΣΘΑΙΝΕΙ ΕΙΣ ΤΗΝ ΠΕΡΙΟΧΗΝ ΠΑΜΙΡ ΤΟΥ ΝΤΑΖΙΚΙΣΤΑΝ	[38, 378, 311, 425]
headline-line-1: Ο κ. ΜΑΚ ΜΙΛΛΑΝ ΚΥΚΛΟΦΟΡΕΙ	[708, 1917, 886, 1965]
story-body	[12, 228, 337, 367]
story-text: εἰς τὴν περιοχὴν τοῦ ἀνατολικοῦ Πακιστὰν καὶ αἱ ἀρχαὶ ἀναφέρουν ὅτι αἱ ζημίαι εἶναι τεράστιαι. Αἱ πληροφορίαι ἐκ τῶν περιοχῶν ἐκείνων εἶναι ἀκόμη ἐλλιπεῖς, ἀλλὰ φοβοῦνται ὅτι ὁ ἀριθμὸς τῶν θυμάτων θὰ αὐξηθῇ σημαντικῶς. Κατὰ τὰς τελευταίας πληροφορίας, ἑκατοντάδες χωρία ἔχουν καταστραφῆ ὁλοσχερῶς, ἐνῷ αἱ ἐπικοινωνίαι ἔχουν διακοπῆ. Ἡ κυβέρνησις ἀπέστειλεν ἀμέσως βοήθειαν εἰς τὰς πληγείσας περιοχάς καὶ ἐκάλεσε τὰς φίλας χώρας νὰ συνδράμουν εἰς τὸ ἔργον τῆς ἀνακουφίσεως τῶν πληγέντων.	[995, 772, 1182, 903]
story-text: εἰς τὴν περιοχὴν τοῦ ἀνατολικοῦ Πακιστὰν καὶ αἱ ἀρχαὶ ἀναφέρουν ὅτι αἱ ζημίαι εἶναι τεράστιαι. Αἱ πληροφορίαι ἐκ τῶν περιοχῶν ἐκείνων εἶναι ἀκόμη ἐλλιπεῖς, ἀλλὰ φοβοῦνται ὅτι ὁ ἀριθμὸς τῶν θυμάτων θὰ αὐξηθῇ σημαντικῶς. Κατὰ τὰς τελευταίας πληροφορίας, ἑκατοντάδες χωρία ἔχουν καταστραφῆ ὁλοσχερῶς, ἐνῷ αἱ ἐπικοινωνίαι ἔχουν διακοπῆ. Ἡ κυβέρνησις ἀπέστειλεν ἀμέσως βοήθειαν εἰς τὰς πληγείσας περιοχάς καὶ ἐκάλεσε τὰς φίλας χώρας νὰ συνδράμουν εἰς τὸ ἔργον τῆς ἀνακουφίσεως τῶν πληγέντων.	[606, 2071, 793, 2202]
column-4	[1194, 8, 1556, 2328]
headline-line-1: Ο κ. ΜΗΤΣΟΥ ΘΑ ΥΠΟΧΡΕΩΘΗ ΕΙΣ ΠΑΡΑΙΤΗΣΙΝ	[662, 519, 1126, 544]
headline-line-2: ΕΙΣ ΤΟ ΔΩΜΑΤΙΟΝ ΤΟΥ ΕΤΟΙΜΟΘΑΝΑΤΟΥ ΠΑΠΑ	[687, 1118, 1101, 1173]
byline: ΠΙΕΡ ΜΑΡΤΟΝ	[1494, 264, 1556, 274]
headline-line-1: ΟΙ ΙΑΤΡΟΙ ΕΙΣ ΟΥΔΕΝΑ ΕΠΙΤΡΕΠΟΥΝ ΝΑ ΕΙΣΕΛΘΗ	[698, 1068, 1090, 1122]
story-headline: Η «ΦΡΑΝΣ ΣΟΥΑΡ» ΑΝΑΣΚΕΥΑΖΕΙ ΤΟ ΔΗΜΟΣΙΕΥΜΑ ΔΙΑ ΤΟΥΣ ΒΑΣΙΛΕΙΣ	[351, 421, 592, 448]
story-text: εἰς τὴν περιοχὴν τοῦ ἀνατολικοῦ Πακιστὰν καὶ αἱ ἀρχαὶ ἀναφέρουν ὅτι αἱ ζημίαι εἶναι τεράστιαι. Αἱ πληροφορίαι ἐκ τῶν περιοχῶν ἐκείνων εἶναι ἀκόμη ἐλλιπεῖς, ἀλλὰ φοβοῦνται ὅτι ὁ ἀριθμὸς τῶν θυμάτων θὰ αὐξηθῇ σημαντικῶς. Κατὰ τὰς τελευταίας πληροφορίας, ἑκατοντάδες χωρία ἔχουν καταστραφῆ ὁλοσχερῶς, ἐνῷ αἱ ἐπικοινωνίαι ἔχουν διακοπῆ. Ἡ κυβέρνησις ἀπέστειλεν ἀμέσως βοήθειαν εἰς τὰς πληγείσας περιοχάς καὶ ἐκάλεσε τὰς φίλας χώρας νὰ συνδράμουν εἰς τὸ ἔργον τῆς ἀνακουφίσεως τῶν πληγέντων.	[1194, 1409, 1371, 1539]
column-2	[349, 8, 594, 2328]
macmillan-headline	[640, 1918, 954, 1986]
story-headline: ΓΑΛΛΙΚΟΝ ΔΑΝΕΙΟΝ ΠΡΟΣ ΤΗΝ ΕΛΛΑΔΑ ΔΙΑ ΤΟΥ «ΚΟΝΣΟΡΤΣΙΟΥΜ»	[353, 1251, 590, 1278]
main-headline	[41, 9, 308, 149]
story-text: εἰς τὴν περιοχὴν τοῦ ἀνατολικοῦ Πακιστὰν καὶ αἱ ἀρχαὶ ἀναφέρουν ὅτι αἱ ζημίαι εἶναι τεράστιαι. Αἱ πληροφορίαι ἐκ τῶν περιοχῶν ἐκείνων εἶναι ἀκόμη ἐλλιπεῖς, ἀλλὰ φοβοῦνται ὅτι ὁ ἀριθμὸς τῶν θυμάτων θὰ αὐξηθῇ σημαντικῶς. Κατὰ τὰς τελευταίας πληροφορίας, ἑκατοντάδες χωρία ἔχουν καταστραφῆ ὁλοσχερῶς, ἐνῷ αἱ ἐπικοινωνίαι ἔχουν διακοπῆ. Ἡ κυβέρνησις ἀπέστειλεν ἀμέσως βοήθειαν εἰς τὰς πληγείσας περιοχάς καὶ ἐκάλεσε τὰς φίλας χώρας νὰ συνδράμουν εἰς τὸ ἔργον τῆς ἀνακουφίσεως τῶν πληγέντων.	[349, 1459, 594, 1557]
story-text: εἰς τὴν περιοχὴν τοῦ ἀνατολικοῦ Πακιστὰν καὶ αἱ ἀρχαὶ ἀναφέρουν ὅτι αἱ ζημίαι εἶναι τεράστιαι. Αἱ πληροφορίαι ἐκ τῶν περιοχῶν ἐκείνων εἶναι ἀκόμη ἐλλιπεῖς, ἀλλὰ φοβοῦνται ὅτι ὁ ἀριθμὸς τῶν θυμάτων θὰ αὐξηθῇ σημαντικῶς. Κατὰ τὰς τελευταίας πληροφορίας, ἑκατοντάδες χωρία ἔχουν καταστραφῆ ὁλοσχερῶς, ἐνῷ αἱ ἐπικοινωνίαι ἔχουν διακοπῆ. Ἡ κυβέρνησις ἀπέστειλεν ἀμέσως βοήθειαν εἰς τὰς πληγείσας περιοχάς καὶ ἐκάλεσε τὰς φίλας χώρας νὰ συνδράμουν εἰς τὸ ἔργον τῆς ἀνακουφίσεως τῶν πληγέντων.	[800, 1325, 988, 1456]
story-text: εἰς τὴν περιοχὴν τοῦ ἀνατολικοῦ Πακιστὰν καὶ αἱ ἀρχαὶ ἀναφέρουν ὅτι αἱ ζημίαι εἶναι τεράστιαι. Αἱ πληροφορίαι ἐκ τῶν περιοχῶν ἐκείνων εἶναι ἀκόμη ἐλλιπεῖς, ἀλλὰ φοβοῦνται ὅτι ὁ ἀριθμὸς τῶν θυμάτων θὰ αὐξηθῇ σημαντικῶς. Κατὰ τὰς τελευταίας πληροφορίας, ἑκατοντάδες χωρία ἔχουν καταστραφῆ ὁλοσχερῶς, ἐνῷ αἱ ἐπικοινωνίαι ἔχουν διακοπῆ. Ἡ κυβέρνησις ἀπέστειλεν ἀμέσως βοήθειαν εἰς τὰς πληγείσας περιοχάς καὶ ἐκάλεσε τὰς φίλας χώρας νὰ συνδράμουν εἰς τὸ ἔργον τῆς ἀνακουφίσεως τῶν πληγέντων.	[995, 1206, 1182, 1336]
story-headline: Ο ΜΠΕΝ ΜΠΕΛΛΑ ΘΑ ΑΠΟΣΤΕΙΛΗ ΕΘΕΛΟΝΤΑΣ ΕΙΣ ΑΓΚΟΛΑΝ	[362, 559, 581, 586]
story-text: εἰς τὴν περιοχὴν τοῦ ἀνατολικοῦ Πακιστὰν καὶ αἱ ἀρχαὶ ἀναφέρουν ὅτι αἱ ζημίαι εἶναι τεράστιαι. Αἱ πληροφορίαι ἐκ τῶν περιοχῶν ἐκείνων εἶναι ἀκόμη ἐλλιπεῖς, ἀλλὰ φοβοῦνται ὅτι ὁ ἀριθμὸς τῶν θυμάτων θὰ αὐξηθῇ σημαντικῶς. Κατὰ τὰς τελευταίας πληροφορίας, ἑκατοντάδες χωρία ἔχουν καταστραφῆ ὁλοσχερῶς, ἐνῷ αἱ ἐπικοινωνίαι ἔχουν διακοπῆ. Ἡ κυβέρνησις ἀπέστειλεν ἀμέσως βοήθειαν εἰς τὰς πληγείσας περιοχάς καὶ ἐκάλεσε τὰς φίλας χώρας νὰ συνδράμουν εἰς τὸ ἔργον τῆς ἀνακουφίσεως τῶν πληγέντων.	[12, 1159, 171, 1311]
story-subheadline: ΜΕΓΑΛΑΙ ΚΑΤΑΣΤΡΟΦΑΙ ΕΙΣ ΤΟ ΠΕΡΑΣΜΑ ΤΟΥ	[26, 427, 322, 458]
story-headline: Βουλευτής τής ΕΡΕ μεταβάς είς Άμερικήν είσηγήθη τήν κήρυξιν δικτατορίας άλλά συνήντησεν έντονον άντίδρασιν	[14, 1352, 335, 1459]
story-subheadline: ΚΟΥΡΣΑ ΑΘΗΝΑΙΟΥ ΑΝΕΤΡΑΠΗ ΕΙΣ ΠΙΕΡΙΑΝ	[1206, 534, 1544, 551]
newspaper-page	[12, 8, 1556, 2328]
subheadline: ύπέρ τού Κέντρου καί τής Δημοκρατίας	[702, 173, 1086, 193]
story-text: εἰς τὴν περιοχὴν τοῦ ἀνατολικοῦ Πακιστὰν καὶ αἱ ἀρχαὶ ἀναφέρουν ὅτι αἱ ζημίαι εἶναι τεράστιαι. Αἱ πληροφορίαι ἐκ τῶν περιοχῶν ἐκείνων εἶναι ἀκόμη ἐλλιπεῖς, ἀλλὰ φοβοῦνται ὅτι ὁ ἀριθμὸς τῶν θυμάτων θὰ αὐξηθῇ σημαντικῶς. Κατὰ τὰς τελευταίας πληροφορίας, ἑκατοντάδες χωρία ἔχουν καταστραφῆ ὁλοσχερῶς, ἐνῷ αἱ ἐπικοινωνίαι ἔχουν διακοπῆ. Ἡ κυβέρνησις ἀπέστειλεν ἀμέσως βοήθειαν εἰς τὰς πληγείσας περιοχάς καὶ ἐκάλεσε τὰς φίλας χώρας νὰ συνδράμουν εἰς τὸ ἔργον τῆς ἀνακουφίσεως τῶν πληγέντων.	[12, 892, 171, 1044]
story-text: εἰς τὴν περιοχὴν τοῦ ἀνατολικοῦ Πακιστὰν καὶ αἱ ἀρχαὶ ἀναφέρουν ὅτι αἱ ζημίαι εἶναι τεράστιαι. Αἱ πληροφορίαι ἐκ τῶν περιοχῶν ἐκείνων εἶναι ἀκόμη ἐλλιπεῖς, ἀλλὰ φοβοῦνται ὅτι ὁ ἀριθμὸς τῶν θυμάτων θὰ αὐξηθῇ σημαντικῶς. Κατὰ τὰς τελευταίας πληροφορίας, ἑκατοντάδες χωρία ἔχουν καταστραφῆ ὁλοσχερῶς, ἐνῷ αἱ ἐπικοινωνίαι ἔχουν διακοπῆ. Ἡ κυβέρνησις ἀπέστειλεν ἀμέσως βοήθειαν εἰς τὰς πληγείσας περιοχάς καὶ ἐκάλεσε τὰς φίλας χώρας νὰ συνδράμουν εἰς τὸ ἔργον τῆς ἀνακουφίσεως τῶν πληγέντων.	[995, 373, 1182, 503]
story-subheadline: ΑΠΕΡΓΕΙ ΤΗΝ ΠΕΜΠΤΗΝ ΤΟ ΠΡΟΣΩΠΙΚΟΝ ΤΟΥ ΟΤΕ	[1209, 323, 1541, 353]
side-heading: Ο ΓΚΟΥΝΤΕΡ ΠΡΟΒΛΕΠΕΙ ΟΤΙ ΘΑ ΑΠΟΤΡΑΠΗ Ο ΤΡΙΤΟΣ ΠΟΛΕΜΟΣ	[999, 1180, 1178, 1203]
section-heading: ΕΙΣ «ΠΑΡΑΔΕΙΣΟΝ»	[841, 1460, 947, 1471]
story-text: εἰς τὴν περιοχὴν τοῦ ἀνατολικοῦ Πακιστὰν καὶ αἱ ἀρχαὶ ἀναφέρουν ὅτι αἱ ζημίαι εἶναι τεράστιαι. Αἱ πληροφορίαι ἐκ τῶν περιοχῶν ἐκείνων εἶναι ἀκόμη ἐλλιπεῖς, ἀλλὰ φοβοῦνται ὅτι ὁ ἀριθμὸς τῶν θυμάτων θὰ αὐξηθῇ σημαντικῶς. Κατὰ τὰς τελευταίας πληροφορίας, ἑκατοντάδες χωρία ἔχουν καταστραφῆ ὁλοσχερῶς, ἐνῷ αἱ ἐπικοινωνίαι ἔχουν διακοπῆ. Ἡ κυβέρνησις ἀπέστειλεν ἀμέσως βοήθειαν εἰς τὰς πληγείσας περιοχάς καὶ ἐκάλεσε τὰς φίλας χώρας νὰ συνδράμουν εἰς τὸ ἔργον τῆς ἀνακουφίσεως τῶν πληγέντων.	[606, 1325, 793, 1456]
story-headline: ΕΠΕΤΥΧΕ ΠΛΗΡΩΣ Η ΕΚΔΗΛΩΣΙΣ ΔΙΑΜΑΡΤΥΡΙΑΣ ΤΩΝ ΜΗΧΑΝΟΔΗΓΩΝ ΚΑΙ ΘΕΡΜΑΣΤΩΝ ΤΟΥ Σ.Ε.Κ.	[1199, 291, 1551, 321]
story-text: εἰς τὴν περιοχὴν τοῦ ἀνατολικοῦ Πακιστὰν καὶ αἱ ἀρχαὶ ἀναφέρουν ὅτι αἱ ζημίαι εἶναι τεράστιαι. Αἱ πληροφορίαι ἐκ τῶν περιοχῶν ἐκείνων εἶναι ἀκόμη ἐλλιπεῖς, ἀλλὰ φοβοῦνται ὅτι ὁ ἀριθμὸς τῶν θυμάτων θὰ αὐξηθῇ σημαντικῶς. Κατὰ τὰς τελευταίας πληροφορίας, ἑκατοντάδες χωρία ἔχουν καταστραφῆ ὁλοσχερῶς, ἐνῷ αἱ ἐπικοινωνίαι ἔχουν διακοπῆ. Ἡ κυβέρνησις ἀπέστειλεν ἀμέσως βοήθειαν εἰς τὰς πληγείσας περιοχάς καὶ ἐκάλεσε τὰς φίλας χώρας νὰ συνδράμουν εἰς τὸ ἔργον τῆς ἀνακουφίσεως τῶν πληγέντων.	[1379, 766, 1556, 896]
story-headline: ΟΙ ΠΟΙΟΚΤΗΤΑΙ ΔΙΑ ΤΗΝ ΑΥΞΗΣΙΝ ΤΩΝ ΔΙΟΔΙΩΝ ΕΙΣ ΤΟ ΣΟΥΕΖ	[361, 697, 582, 724]
section-heading: ΘΕΡΜΑΙ ΕΚΔΗΛΩΣΕΙΣ	[640, 358, 758, 370]
story-headline: ΣΤΑΥΡΟΦΟΡΙΑ ΤΩΝ ΡΩΣΙΚΩΝ ΕΦΗΜΕΡΙΔΩΝ ΕΝΑΝΤΙΟΝ ΤΩΝ «ΕΞΑΛΛΩΝ» ΔΥΤΙΚΩΝ ΧΩΡΩΝ	[13, 842, 336, 888]
dateline: ΝΤΑΚΑ, άνατολικόν Πακιστάν,	[22, 227, 147, 238]
headline-line-2: ΜΕΤΑ ΤΗΝ ΠΡΟΑΓΩΓΗΝ ΤΟΥ ΕΙΣ ΑΝΤΙΣΤΡΑΤΗΓΟΝ;	[735, 541, 1053, 589]
story-headline: ΘΕΣΣΑΛΟΝΙΚΕΥΣ ΕΦΟΝΕΥΘΗ ΕΙΣ ΚΑΒΑΛΑΝ ΕΚ ΠΤΩΣΕΩΣ ΒΛΚΥΣΤΡΟΥ ΕΙΣ ΒΑΡΑΘΡΟΝ	[1210, 502, 1540, 532]
story-headline: ΕΔΙΠΛΑΣΙΑΣΘΗ Η ΡΑΔΙΕΝΕΡΓΕΙΑ ΤΗΣ ΑΤΜΟΣΦΑΙΡΑΣ	[350, 1113, 593, 1140]
story-text: εἰς τὴν περιοχὴν τοῦ ἀνατολικοῦ Πακιστὰν καὶ αἱ ἀρχαὶ ἀναφέρουν ὅτι αἱ ζημίαι εἶναι τεράστιαι. Αἱ πληροφορίαι ἐκ τῶν περιοχῶν ἐκείνων εἶναι ἀκόμη ἐλλιπεῖς, ἀλλὰ φοβοῦνται ὅτι ὁ ἀριθμὸς τῶν θυμάτων θὰ αὐξηθῇ σημαντικῶς. Κατὰ τὰς τελευταίας πληροφορίας, ἑκατοντάδες χωρία ἔχουν καταστραφῆ ὁλοσχερῶς, ἐνῷ αἱ ἐπικοινωνίαι ἔχουν διακοπῆ. Ἡ κυβέρνησις ἀπέστειλεν ἀμέσως βοήθειαν εἰς τὰς πληγείσας περιοχάς καὶ ἐκάλεσε τὰς φίλας χώρας νὰ συνδράμουν εἰς τὸ ἔργον τῆς ἀνακουφίσεως τῶν πληγέντων.	[800, 373, 988, 503]
pope-headline	[658, 1069, 1130, 1172]
headline-line-2: ΜΕ ΜΠΑΛΩΜΕΝΟ ΠΑΝΤΕΛΟΝΙ!	[646, 1963, 948, 1988]
headline-line-1: ΜΕΓΑΛΗΝ ΔΙΠΛΩΜΑΤΙΚΗΝ ΕΠΙΘΕΣΙΝ	[1236, 10, 1514, 31]
story-text: εἰς τὴν περιοχὴν τοῦ ἀνατολικοῦ Πακιστὰν καὶ αἱ ἀρχαὶ ἀναφέρουν ὅτι αἱ ζημίαι εἶναι τεράστιαι. Αἱ πληροφορίαι ἐκ τῶν περιοχῶν ἐκείνων εἶναι ἀκόμη ἐλλιπεῖς, ἀλλὰ φοβοῦνται ὅτι ὁ ἀριθμὸς τῶν θυμάτων θὰ αὐξηθῇ σημαντικῶς. Κατὰ τὰς τελευταίας πληροφορίας, ἑκατοντάδες χωρία ἔχουν καταστραφῆ ὁλοσχερῶς, ἐνῷ αἱ ἐπικοινωνίαι ἔχουν διακοπῆ. Ἡ κυβέρνησις ἀπέστειλεν ἀμέσως βοήθειαν εἰς τὰς πληγείσας περιοχάς καὶ ἐκάλεσε τὰς φίλας χώρας νὰ συνδράμουν εἰς τὸ ἔργον τῆς ἀνακουφίσεως τῶν πληγέντων.	[1194, 1138, 1371, 1268]
side-heading: ΕΠΕΣΤΡΕΨΕΝ ΕΚ ΒΕΛΓΙΟΥ Ο Κ. ΠΕΣΜΑΖΟΓΛΟΥ	[15, 1315, 168, 1337]
story-text: 1. (Άσσ. Πρές).— Συμφώνως πρός τάς τελευταίας πληροφορίας, τό θύμα τού τρομερού τυφώνος, όστις ένέσκηψε είς τάς νήσους, ό όποιος έπλήξε τήν περιοχήν τού δέλτα τού Βεγγάλης, ανήλθον είς 12.170 νεκρούς και 1.000.000 και πλέον άστέγους.	[12, 227, 337, 271]
main-headline	[1226, 12, 1523, 90]
story-text: εἰς τὴν περιοχὴν τοῦ ἀνατολικοῦ Πακιστὰν καὶ αἱ ἀρχαὶ ἀναφέρουν ὅτι αἱ ζημίαι εἶναι τεράστιαι. Αἱ πληροφορίαι ἐκ τῶν περιοχῶν ἐκείνων εἶναι ἀκόμη ἐλλιπεῖς, ἀλλὰ φοβοῦνται ὅτι ὁ ἀριθμὸς τῶν θυμάτων θὰ αὐξηθῇ σημαντικῶς. Κατὰ τὰς τελευταίας πληροφορίας, ἑκατοντάδες χωρία ἔχουν καταστραφῆ ὁλοσχερῶς, ἐνῷ αἱ ἐπικοινωνίαι ἔχουν διακοπῆ. Ἡ κυβέρνησις ἀπέστειλεν ἀμέσως βοήθειαν εἰς τὰς πληγείσας περιοχάς καὶ ἐκάλεσε τὰς φίλας χώρας νὰ συνδράμουν εἰς τὸ ἔργον τῆς ἀνακουφίσεως τῶν πληγέντων.	[800, 772, 988, 903]
headline-line-3: ΕΙΣ ΤΟΥΣ k.k. ΠΑΠΑΝΔΡΕΟΥ ΚΑΙ ΒΕΝΙΖΕΛΟΝ	[707, 89, 1081, 147]
story-text: εἰς τὴν περιοχὴν τοῦ ἀνατολικοῦ Πακιστὰν καὶ αἱ ἀρχαὶ ἀναφέρουν ὅτι αἱ ζημίαι εἶναι τεράστιαι. Αἱ πληροφορίαι ἐκ τῶν περιοχῶν ἐκείνων εἶναι ἀκόμη ἐλλιπεῖς, ἀλλὰ φοβοῦνται ὅτι ὁ ἀριθμὸς τῶν θυμάτων θὰ αὐξηθῇ σημαντικῶς. Κατὰ τὰς τελευταίας πληροφορίας, ἑκατοντάδες χωρία ἔχουν καταστραφῆ ὁλοσχερῶς, ἐνῷ αἱ ἐπικοινωνίαι ἔχουν διακοπῆ. Ἡ κυβέρνησις ἀπέστειλεν ἀμέσως βοήθειαν εἰς τὰς πληγείσας περιοχάς καὶ ἐκάλεσε τὰς φίλας χώρας νὰ συνδράμουν εἰς τὸ ἔργον τῆς ἀνακουφίσεως τῶν πληγέντων.	[1379, 1409, 1556, 1539]
kicker: ΤΗΝ ΜΕΣΗΜΒΡΙΑΝ ΘΑ ΓΙΝΗ Η ΜΕΓΑΛΗ ΣΥΓΚΕΝΤΡΩΣΙΣ	[606, 196, 1182, 220]
story-text: εἰς τὴν περιοχὴν τοῦ ἀνατολικοῦ Πακιστὰν καὶ αἱ ἀρχαὶ ἀναφέρουν ὅτι αἱ ζημίαι εἶναι τεράστιαι. Αἱ πληροφορίαι ἐκ τῶν περιοχῶν ἐκείνων εἶναι ἀκόμη ἐλλιπεῖς, ἀλλὰ φοβοῦνται ὅτι ὁ ἀριθμὸς τῶν θυμάτων θὰ αὐξηθῇ σημαντικῶς. Κατὰ τὰς τελευταίας πληροφορίας, ἑκατοντάδες χωρία ἔχουν καταστραφῆ ὁλοσχερῶς, ἐνῷ αἱ ἐπικοινωνίαι ἔχουν διακοπῆ. Ἡ κυβέρνησις ἀπέστειλεν ἀμέσως βοήθειαν εἰς τὰς πληγείσας περιοχάς καὶ ἐκάλεσε τὰς φίλας χώρας νὰ συνδράμουν εἰς τὸ ἔργον τῆς ἀνακουφίσεως τῶν πληγέντων.	[349, 1143, 594, 1241]
subheadline: Τό κῆτος τῆς ἐπετέθη παρὰ τὴν ἀκτὴν	[1233, 1334, 1517, 1350]
story-text: εἰς τὴν περιοχὴν τοῦ ἀνατολικοῦ Πακιστὰν καὶ αἱ ἀρχαὶ ἀναφέρουν ὅτι αἱ ζημίαι εἶναι τεράστιαι. Αἱ πληροφορίαι ἐκ τῶν περιοχῶν ἐκείνων εἶναι ἀκόμη ἐλλιπεῖς, ἀλλὰ φοβοῦνται ὅτι ὁ ἀριθμὸς τῶν θυμάτων θὰ αὐξηθῇ σημαντικῶς. Κατὰ τὰς τελευταίας πληροφορίας, ἑκατοντάδες χωρία ἔχουν καταστραφῆ ὁλοσχερῶς, ἐνῷ αἱ ἐπικοινωνίαι ἔχουν διακοπῆ. Ἡ κυβέρνησις ἀπέστειλεν ἀμέσως βοήθειαν εἰς τὰς πληγείσας περιοχάς καὶ ἐκάλεσε τὰς φίλας χώρας νὰ συνδράμουν εἰς τὸ ἔργον τῆς ἀνακουφίσεως τῶν πληγέντων.	[1379, 572, 1556, 703]
section-heading: ΕΙΣ ΤΟΝ ΠΥΡΓΟΝ	[847, 358, 941, 370]
filler-text: εἰς τὴν περιοχὴν τοῦ ἀνατολικοῦ Πακιστὰν καὶ αἱ ἀρχαὶ ἀναφέρουν ὅτι αἱ ζημίαι εἶναι τεράστιαι. Αἱ πληροφορίαι ἐκ τῶν περιοχῶν ἐκείνων εἶναι ἀκόμη ἐλλιπεῖς, ἀλλὰ φοβοῦνται ὅτι ὁ ἀριθμὸς τῶν θυμάτων θὰ αὐξηθῇ σημαντικῶς. Κατὰ τὰς τελευταίας πληροφορίας, ἑκατοντάδες χωρία ἔχουν καταστραφῆ ὁλοσχερῶς, ἐνῷ αἱ ἐπικοινωνίαι ἔχουν διακοπῆ. Ἡ κυβέρνησις ἀπέστειλεν ἀμέσως βοήθειαν εἰς τὰς πληγείσας περιοχάς καὶ ἐκάλεσε τὰς φίλας χώρας νὰ συνδράμουν εἰς τὸ ἔργον τῆς ἀνακουφίσεως τῶν πληγέντων.	[12, 289, 337, 366]
story-headline: ΘΑ ΕΠΑΝΑΛΗΦΘΟΥΝ ΑΙ ΔΙΑΠΡΑΓΜΑΤΕΥΣΕΙΣ ΠΡΟΣ ΣΥΝΔΕΣΙΝ ΤΟΥ ΙΣΡΑΗΛ ΜΕΤΑ ΤΗΣ Ε.Κ.Α.	[1196, 1105, 1554, 1135]
story-text: εἰς τὴν περιοχὴν τοῦ ἀνατολικοῦ Πακιστὰν καὶ αἱ ἀρχαὶ ἀναφέρουν ὅτι αἱ ζημίαι εἶναι τεράστιαι. Αἱ πληροφορίαι ἐκ τῶν περιοχῶν ἐκείνων εἶναι ἀκόμη ἐλλιπεῖς, ἀλλὰ φοβοῦνται ὅτι ὁ ἀριθμὸς τῶν θυμάτων θὰ αὐξηθῇ σημαντικῶς. Κατὰ τὰς τελευταίας πληροφορίας, ἑκατοντάδες χωρία ἔχουν καταστραφῆ ὁλοσχερῶς, ἐνῷ αἱ ἐπικοινωνίαι ἔχουν διακοπῆ. Ἡ κυβέρνησις ἀπέστειλεν ἀμέσως βοήθειαν εἰς τὰς πληγείσας περιοχάς καὶ ἐκάλεσε τὰς φίλας χώρας νὰ συνδράμουν εἰς τὸ ἔργον τῆς ἀνακουφίσεως τῶν πληγέντων.	[1194, 554, 1371, 684]
story-text: εἰς τὴν περιοχὴν τοῦ ἀνατολικοῦ Πακιστὰν καὶ αἱ ἀρχαὶ ἀναφέρουν ὅτι αἱ ζημίαι εἶναι τεράστιαι. Αἱ πληροφορίαι ἐκ τῶν περιοχῶν ἐκείνων εἶναι ἀκόμη ἐλλιπεῖς, ἀλλὰ φοβοῦνται ὅτι ὁ ἀριθμὸς τῶν θυμάτων θὰ αὐξηθῇ σημαντικῶς. Κατὰ τὰς τελευταίας πληροφορίας, ἑκατοντάδες χωρία ἔχουν καταστραφῆ ὁλοσχερῶς, ἐνῷ αἱ ἐπικοινωνίαι ἔχουν διακοπῆ. Ἡ κυβέρνησις ἀπέστειλεν ἀμέσως βοήθειαν εἰς τὰς πληγείσας περιοχάς καὶ ἐκάλεσε τὰς φίλας χώρας νὰ συνδράμουν εἰς τὸ ἔργον τῆς ἀνακουφίσεως τῶν πληγέντων.	[995, 1845, 1182, 1975]
headline-line-2: ΕΙΣ ΤΟ ΠΑΚΙΣΤΑΝ	[45, 42, 304, 81]
story-text: εἰς τὴν περιοχὴν τοῦ ἀνατολικοῦ Πακιστὰν καὶ αἱ ἀρχαὶ ἀναφέρουν ὅτι αἱ ζημίαι εἶναι τεράστιαι. Αἱ πληροφορίαι ἐκ τῶν περιοχῶν ἐκείνων εἶναι ἀκόμη ἐλλιπεῖς, ἀλλὰ φοβοῦνται ὅτι ὁ ἀριθμὸς τῶν θυμάτων θὰ αὐξηθῇ σημαντικῶς. Κατὰ τὰς τελευταίας πληροφορίας, ἑκατοντάδες χωρία ἔχουν καταστραφῆ ὁλοσχερῶς, ἐνῷ αἱ ἐπικοινωνίαι ἔχουν διακοπῆ. Ἡ κυβέρνησις ἀπέστειλεν ἀμέσως βοήθειαν εἰς τὰς πληγείσας περιοχάς καὶ ἐκάλεσε τὰς φίλας χώρας νὰ συνδράμουν εἰς τὸ ἔργον τῆς ἀνακουφίσεως τῶν πληγέντων.	[349, 867, 594, 965]
side-heading: ΜΕΓΑΛΗ ΔΙΑΔΗΛΩΣΙΣ ΕΙΣ ΤΗΝ ΧΑΙ-ΦΑΝ ΚΑΤΑ ΤΟΥ ΣΤΡΑΤΟΥ	[1006, 1500, 1171, 1522]
section-heading: Η ΘΕΣΙΣ ΤΟΥ κ. ΜΗΤΣΟΥ	[632, 758, 766, 770]
story-headline: ΑΝΑΜΕΝΟΝΤΑΙ ΣΥΖΗΤΗΣΕΙΣ ΕΙΣ ΤΟ ΚΟΓΚΡΕΣΣΟΝ ΔΙΑ ΤΗΝ ΕΠΑΝΑΧΟΡΗΓΗΣΙΝ ΤΩΝ ΠΡΟΝΟΜΙΩΝ ΕΙΣ ΤΗΝ ΓΙΟΥΓΚΟΣΛΑΒΙΑΝ ΚΑΙ ΤΗΝ ΠΟΛΩΝΙΑΝ	[1198, 719, 1552, 763]
section-heading: ΟΙ ΕΒΡΑΙΟΙ ΔΙΑ ΤΟΝ ΠΑΠΑΝ	[817, 1311, 970, 1322]
section-heading: ΑΠΑΓΟΡΕΥΣΙΣ	[1050, 758, 1127, 770]
section-heading: ΓΕΡΜΑΝΙΚΑ ΣΧΟΛΙΑ	[1033, 908, 1144, 919]
story-text: εἰς τὴν περιοχὴν τοῦ ἀνατολικοῦ Πακιστὰν καὶ αἱ ἀρχαὶ ἀναφέρουν ὅτι αἱ ζημίαι εἶναι τεράστιαι. Αἱ πληροφορίαι ἐκ τῶν περιοχῶν ἐκείνων εἶναι ἀκόμη ἐλλιπεῖς, ἀλλὰ φοβοῦνται ὅτι ὁ ἀριθμὸς τῶν θυμάτων θὰ αὐξηθῇ σημαντικῶς. Κατὰ τὰς τελευταίας πληροφορίας, ἑκατοντάδες χωρία ἔχουν καταστραφῆ ὁλοσχερῶς, ἐνῷ αἱ ἐπικοινωνίαι ἔχουν διακοπῆ. Ἡ κυβέρνησις ἀπέστειλεν ἀμέσως βοήθειαν εἰς τὰς πληγείσας περιοχάς καὶ ἐκάλεσε τὰς φίλας χώρας νὰ συνδράμουν εἰς τὸ ἔργον τῆς ἀνακουφίσεως τῶν πληγέντων.	[606, 373, 793, 503]
story-headline: ΙΚΑΝΟΠΟΙΗΤΙΚΑ ΤΑ ΠΡΩΤΑ ΑΠΟΤΕΛΕΣΜΑΤΑ ΤΩΝ ΤΗΛΕΠΙΚΟΙΝΩΝΙΑΚΩΝ ΠΕΙΡΑΜΑΤΩΝ ΜΕ ΤΑΣ ΧΑΛΚΙΝΑΣ ΒΕΛΟΝΑΣ ΕΙΣ ΤΟ ΔΙΑΣΤΗΜΑ	[1200, 912, 1550, 956]
story-text: εἰς τὴν περιοχὴν τοῦ ἀνατολικοῦ Πακιστὰν καὶ αἱ ἀρχαὶ ἀναφέρουν ὅτι αἱ ζημίαι εἶναι τεράστιαι. Αἱ πληροφορίαι ἐκ τῶν περιοχῶν ἐκείνων εἶναι ἀκόμη ἐλλιπεῖς, ἀλλὰ φοβοῦνται ὅτι ὁ ἀριθμὸς τῶν θυμάτων θὰ αὐξηθῇ σημαντικῶς. Κατὰ τὰς τελευταίας πληροφορίας, ἑκατοντάδες χωρία ἔχουν καταστραφῆ ὁλοσχερῶς, ἐνῷ αἱ ἐπικοινωνίαι ἔχουν διακοπῆ. Ἡ κυβέρνησις ἀπέστειλεν ἀμέσως βοήθειαν εἰς τὰς πληγείσας περιοχάς καὶ ἐκάλεσε τὰς φίλας χώρας νὰ συνδράμουν εἰς τὸ ἔργον τῆς ἀνακουφίσεως τῶν πληγέντων.	[1379, 356, 1556, 486]
boxed-headline: ΕΠΙΜΗΘΗΣ Ο ΒΕΛΓΟΣ ΙΑΤΡΟΣ Ο ΧΟΡΗΓΗΣΑΣ «ΘΑΛΙΔΟΜΙΔΗΝ», ΕΙΧΕΝ ΑΘΩΘΗ ΥΠΟ ΤΟΥ ΔΙΚΑΣΤΗΡΙΟΥ	[349, 12, 594, 57]
story-headline: ΑΥΣΤΡΙΑΚΗ ΚΑΘΗΓΗΤΡΙΑ ΦΙΛΟΛΟΓΟΣ ΚΑΤΕΣΠΑΡΑΧΘΗ ΥΠΟ ΚΑΡΧΑΡΙΟΥ ΕΝΩ ΕΚΟΛΥΜΒΑ ΠΑΡΑ ΤΟ ΤΡΙΚΕΡΙ	[1227, 1284, 1523, 1331]
story-text: εἰς τὴν περιοχὴν τοῦ ἀνατολικοῦ Πακιστὰν καὶ αἱ ἀρχαὶ ἀναφέρουν ὅτι αἱ ζημίαι εἶναι τεράστιαι. Αἱ πληροφορίαι ἐκ τῶν περιοχῶν ἐκείνων εἶναι ἀκόμη ἐλλιπεῖς, ἀλλὰ φοβοῦνται ὅτι ὁ ἀριθμὸς τῶν θυμάτων θὰ αὐξηθῇ σημαντικῶς. Κατὰ τὰς τελευταίας πληροφορίας, ἑκατοντάδες χωρία ἔχουν καταστραφῆ ὁλοσχερῶς, ἐνῷ αἱ ἐπικοινωνίαι ἔχουν διακοπῆ. Ἡ κυβέρνησις ἀπέστειλεν ἀμέσως βοήθειαν εἰς τὰς πληγείσας περιοχάς καὶ ἐκάλεσε τὰς φίλας χώρας νὰ συνδράμουν εἰς τὸ ἔργον τῆς ἀνακουφίσεως τῶν πληγέντων.	[800, 1176, 988, 1307]
story-text: εἰς τὴν περιοχὴν τοῦ ἀνατολικοῦ Πακιστὰν καὶ αἱ ἀρχαὶ ἀναφέρουν ὅτι αἱ ζημίαι εἶναι τεράστιαι. Αἱ πληροφορίαι ἐκ τῶν περιοχῶν ἐκείνων εἶναι ἀκόμη ἐλλιπεῖς, ἀλλὰ φοβοῦνται ὅτι ὁ ἀριθμὸς τῶν θυμάτων θὰ αὐξηθῇ σημαντικῶς. Κατὰ τὰς τελευταίας πληροφορίας, ἑκατοντάδες χωρία ἔχουν καταστραφῆ ὁλοσχερῶς, ἐνῷ αἱ ἐπικοινωνίαι ἔχουν διακοπῆ. Ἡ κυβέρνησις ἀπέστειλεν ἀμέσως βοήθειαν εἰς τὰς πληγείσας περιοχάς καὶ ἐκάλεσε τὰς φίλας χώρας νὰ συνδράμουν εἰς τὸ ἔργον τῆς ἀνακουφίσεως τῶν πληγέντων.	[349, 1005, 594, 1103]
story-text: εἰς τὴν περιοχὴν τοῦ ἀνατολικοῦ Πακιστὰν καὶ αἱ ἀρχαὶ ἀναφέρουν ὅτι αἱ ζημίαι εἶναι τεράστιαι. Αἱ πληροφορίαι ἐκ τῶν περιοχῶν ἐκείνων εἶναι ἀκόμη ἐλλιπεῖς, ἀλλὰ φοβοῦνται ὅτι ὁ ἀριθμὸς τῶν θυμάτων θὰ αὐξηθῇ σημαντικῶς. Κατὰ τὰς τελευταίας πληροφορίας, ἑκατοντάδες χωρία ἔχουν καταστραφῆ ὁλοσχερῶς, ἐνῷ αἱ ἐπικοινωνίαι ἔχουν διακοπῆ. Ἡ κυβέρνησις ἀπέστειλεν ἀμέσως βοήθειαν εἰς τὰς πληγείσας περιοχάς καὶ ἐκάλεσε τὰς φίλας χώρας νὰ συνδράμουν εἰς τὸ ἔργον τῆς ἀνακουφίσεως τῶν πληγέντων.	[995, 224, 1182, 354]
kicker: ΑΠΟΣΤΕΛΛΟΝΤΑΙ ΒΟΗΘΕΙΑΙ	[12, 198, 337, 224]
story-text: εἰς τὴν περιοχὴν τοῦ ἀνατολικοῦ Πακιστὰν καὶ αἱ ἀρχαὶ ἀναφέρουν ὅτι αἱ ζημίαι εἶναι τεράστιαι. Αἱ πληροφορίαι ἐκ τῶν περιοχῶν ἐκείνων εἶναι ἀκόμη ἐλλιπεῖς, ἀλλὰ φοβοῦνται ὅτι ὁ ἀριθμὸς τῶν θυμάτων θὰ αὐξηθῇ σημαντικῶς. Κατὰ τὰς τελευταίας πληροφορίας, ἑκατοντάδες χωρία ἔχουν καταστραφῆ ὁλοσχερῶς, ἐνῷ αἱ ἐπικοινωνίαι ἔχουν διακοπῆ. Ἡ κυβέρνησις ἀπέστειλεν ἀμέσως βοήθειαν εἰς τὰς πληγείσας περιοχάς καὶ ἐκάλεσε τὰς φίλας χώρας νὰ συνδράμουν εἰς τὸ ἔργον τῆς ἀνακουφίσεως τῶν πληγέντων.	[349, 589, 594, 687]
section-heading: ΑΙ ΕΡΓΑΣΙΑΙ ΤΟΥ ΚΟΝΚΛΑΒΙΟΥ	[615, 1311, 783, 1322]
section-heading: Η ΑΠΟΠΥΡΗΝΙΚΟΠΟΙΗΣΙΣ	[1397, 116, 1538, 127]
side-heading: ΑΠΑΛΛΟΤΡΙΩΣΕΙΣ ΘΑ ΓΙΝΟΥΝ ΕΙΣ ΔΙΑΒΑΤΑ ΔΙΑ ΤΟ ΔΙ-ΥΛΙΣΤΗΡΙΟΝ	[14, 600, 169, 633]
lead-subheadline: Ἡ Ε.Δ.Α. προβλέπει καὶ ἄλλας ἐπιθέσεις	[621, 591, 1166, 621]
subheadline-2: Επί 15 περίπου ώρας παρεσύρετο το πάν	[14, 171, 335, 187]
headline-line-2: ΟΙ ΚΑΤΟΙΚΟΙ ΠΑΤΡΩΝ ΚΑΙ ΠΥΡΓΟΥ	[693, 63, 1095, 93]
story-text: εἰς τὴν περιοχὴν τοῦ ἀνατολικοῦ Πακιστὰν καὶ αἱ ἀρχαὶ ἀναφέρουν ὅτι αἱ ζημίαι εἶναι τεράστιαι. Αἱ πληροφορίαι ἐκ τῶν περιοχῶν ἐκείνων εἶναι ἀκόμη ἐλλιπεῖς, ἀλλὰ φοβοῦνται ὅτι ὁ ἀριθμὸς τῶν θυμάτων θὰ αὐξηθῇ σημαντικῶς. Κατὰ τὰς τελευταίας πληροφορίας, ἑκατοντάδες χωρία ἔχουν καταστραφῆ ὁλοσχερῶς, ἐνῷ αἱ ἐπικοινωνίαι ἔχουν διακοπῆ. Ἡ κυβέρνησις ἀπέστειλεν ἀμέσως βοήθειαν εἰς τὰς πληγείσας περιοχάς καὶ ἐκάλεσε τὰς φίλας χώρας νὰ συνδράμουν εἰς τὸ ἔργον τῆς ἀνακουφίσεως τῶν πληγέντων.	[606, 224, 793, 354]
story-text: εἰς τὴν περιοχὴν τοῦ ἀνατολικοῦ Πακιστὰν καὶ αἱ ἀρχαὶ ἀναφέρουν ὅτι αἱ ζημίαι εἶναι τεράστιαι. Αἱ πληροφορίαι ἐκ τῶν περιοχῶν ἐκείνων εἶναι ἀκόμη ἐλλιπεῖς, ἀλλὰ φοβοῦνται ὅτι ὁ ἀριθμὸς τῶν θυμάτων θὰ αὐξηθῇ σημαντικῶς. Κατὰ τὰς τελευταίας πληροφορίας, ἑκατοντάδες χωρία ἔχουν καταστραφῆ ὁλοσχερῶς, ἐνῷ αἱ ἐπικοινωνίαι ἔχουν διακοπῆ. Ἡ κυβέρνησις ἀπέστειλεν ἀμέσως βοήθειαν εἰς τὰς πληγείσας περιοχάς καὶ ἐκάλεσε τὰς φίλας χώρας νὰ συνδράμουν εἰς τὸ ἔργον τῆς ἀνακουφίσεως τῶν πληγέντων.	[12, 461, 337, 536]
column-1	[12, 8, 337, 2328]
story-text: εἰς τὴν περιοχὴν τοῦ ἀνατολικοῦ Πακιστὰν καὶ αἱ ἀρχαὶ ἀναφέρουν ὅτι αἱ ζημίαι εἶναι τεράστιαι. Αἱ πληροφορίαι ἐκ τῶν περιοχῶν ἐκείνων εἶναι ἀκόμη ἐλλιπεῖς, ἀλλὰ φοβοῦνται ὅτι ὁ ἀριθμὸς τῶν θυμάτων θὰ αὐξηθῇ σημαντικῶς. Κατὰ τὰς τελευταίας πληροφορίας, ἑκατοντάδες χωρία ἔχουν καταστραφῆ ὁλοσχερῶς, ἐνῷ αἱ ἐπικοινωνίαι ἔχουν διακοπῆ. Ἡ κυβέρνησις ἀπέστειλεν ἀμέσως βοήθειαν εἰς τὰς πληγείσας περιοχάς καὶ ἐκάλεσε τὰς φίλας χώρας νὰ συνδράμουν εἰς τὸ ἔργον τῆς ἀνακουφίσεως τῶν πληγέντων.	[349, 728, 594, 825]
story-text: εἰς τὴν περιοχὴν τοῦ ἀνατολικοῦ Πακιστὰν καὶ αἱ ἀρχαὶ ἀναφέρουν ὅτι αἱ ζημίαι εἶναι τεράστιαι. Αἱ πληροφορίαι ἐκ τῶν περιοχῶν ἐκείνων εἶναι ἀκόμη ἐλλιπεῖς, ἀλλὰ φοβοῦνται ὅτι ὁ ἀριθμὸς τῶν θυμάτων θὰ αὐξηθῇ σημαντικῶς. Κατὰ τὰς τελευταίας πληροφορίας, ἑκατοντάδες χωρία ἔχουν καταστραφῆ ὁλοσχερῶς, ἐνῷ αἱ ἐπικοινωνίαι ἔχουν διακοπῆ. Ἡ κυβέρνησις ἀπέστειλεν ἀμέσως βοήθειαν εἰς τὰς πληγείσας περιοχάς καὶ ἐκάλεσε τὰς φίλας χώρας νὰ συνδράμουν εἰς τὸ ἔργον τῆς ἀνακουφίσεως τῶν πληγέντων.	[349, 313, 594, 411]
section-heading: ΤΟ ΠΟΛΙΤΙΚΟΝ ΤΟ ΑΙΤΗΜΑ	[820, 758, 967, 770]
subheadline: Πιστεύεται ότι δεν ένήργησεν ώς άτομον	[40, 1461, 309, 1493]
